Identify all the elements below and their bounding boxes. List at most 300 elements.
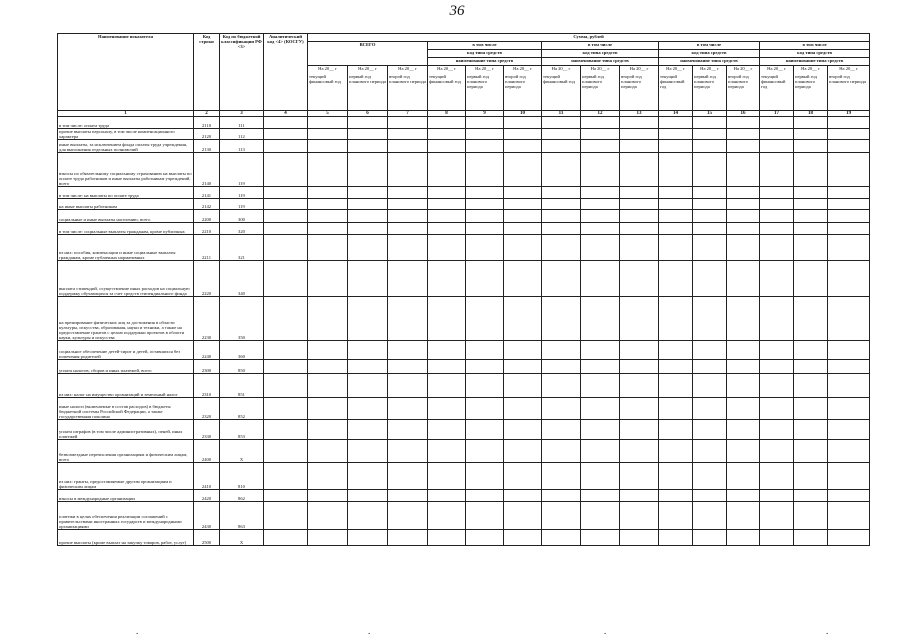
amount-cell[interactable] [388, 502, 428, 530]
amount-cell[interactable] [620, 420, 659, 440]
amount-cell[interactable] [428, 530, 466, 546]
amount-cell[interactable] [727, 235, 760, 261]
amount-cell[interactable] [504, 374, 542, 398]
amount-cell[interactable] [828, 129, 870, 140]
amount-cell[interactable] [504, 440, 542, 463]
amount-cell[interactable] [620, 530, 659, 546]
amount-cell[interactable] [348, 463, 388, 490]
amount-cell[interactable] [659, 297, 693, 341]
amount-cell[interactable] [620, 187, 659, 199]
amount-cell[interactable] [828, 398, 870, 420]
amount-cell[interactable] [388, 398, 428, 420]
amount-cell[interactable] [428, 297, 466, 341]
amount-cell[interactable] [542, 199, 581, 210]
amount-cell[interactable] [428, 374, 466, 398]
amount-cell[interactable] [620, 129, 659, 140]
amount-cell[interactable] [794, 117, 828, 129]
amount-cell[interactable] [659, 341, 693, 360]
amount-cell[interactable] [828, 440, 870, 463]
amount-cell[interactable] [760, 440, 794, 463]
amount-cell[interactable] [760, 490, 794, 502]
amount-cell[interactable] [659, 223, 693, 235]
amount-cell[interactable] [760, 210, 794, 223]
amount-cell[interactable] [428, 140, 466, 153]
amount-cell[interactable] [466, 374, 504, 398]
amount-cell[interactable] [760, 140, 794, 153]
amount-cell[interactable] [348, 153, 388, 187]
amount-cell[interactable] [727, 360, 760, 374]
amount-cell[interactable] [388, 199, 428, 210]
amount-cell[interactable] [659, 490, 693, 502]
amount-cell[interactable] [542, 490, 581, 502]
amount-cell[interactable] [727, 261, 760, 297]
amount-cell[interactable] [388, 420, 428, 440]
amount-cell[interactable] [760, 341, 794, 360]
amount-cell[interactable] [542, 502, 581, 530]
amount-cell[interactable] [693, 502, 727, 530]
row-analytic-cell[interactable] [264, 187, 308, 199]
amount-cell[interactable] [659, 153, 693, 187]
amount-cell[interactable] [794, 235, 828, 261]
row-analytic-cell[interactable] [264, 223, 308, 235]
amount-cell[interactable] [466, 490, 504, 502]
amount-cell[interactable] [693, 140, 727, 153]
amount-cell[interactable] [428, 341, 466, 360]
amount-cell[interactable] [794, 153, 828, 187]
amount-cell[interactable] [388, 360, 428, 374]
amount-cell[interactable] [760, 398, 794, 420]
amount-cell[interactable] [466, 187, 504, 199]
amount-cell[interactable] [659, 210, 693, 223]
amount-cell[interactable] [348, 199, 388, 210]
amount-cell[interactable] [542, 374, 581, 398]
amount-cell[interactable] [504, 199, 542, 210]
amount-cell[interactable] [542, 153, 581, 187]
row-analytic-cell[interactable] [264, 490, 308, 502]
amount-cell[interactable] [659, 360, 693, 374]
amount-cell[interactable] [308, 129, 348, 140]
amount-cell[interactable] [428, 261, 466, 297]
amount-cell[interactable] [348, 374, 388, 398]
amount-cell[interactable] [794, 463, 828, 490]
amount-cell[interactable] [693, 341, 727, 360]
amount-cell[interactable] [466, 440, 504, 463]
amount-cell[interactable] [828, 374, 870, 398]
amount-cell[interactable] [727, 153, 760, 187]
amount-cell[interactable] [348, 341, 388, 360]
amount-cell[interactable] [504, 187, 542, 199]
amount-cell[interactable] [428, 199, 466, 210]
amount-cell[interactable] [308, 420, 348, 440]
amount-cell[interactable] [760, 223, 794, 235]
amount-cell[interactable] [828, 187, 870, 199]
amount-cell[interactable] [581, 223, 620, 235]
amount-cell[interactable] [659, 440, 693, 463]
amount-cell[interactable] [727, 490, 760, 502]
amount-cell[interactable] [542, 341, 581, 360]
amount-cell[interactable] [727, 199, 760, 210]
amount-cell[interactable] [828, 235, 870, 261]
amount-cell[interactable] [504, 420, 542, 440]
amount-cell[interactable] [542, 129, 581, 140]
amount-cell[interactable] [581, 502, 620, 530]
amount-cell[interactable] [620, 117, 659, 129]
amount-cell[interactable] [542, 420, 581, 440]
amount-cell[interactable] [428, 398, 466, 420]
amount-cell[interactable] [504, 129, 542, 140]
amount-cell[interactable] [581, 463, 620, 490]
amount-cell[interactable] [466, 210, 504, 223]
amount-cell[interactable] [760, 261, 794, 297]
amount-cell[interactable] [542, 235, 581, 261]
amount-cell[interactable] [693, 210, 727, 223]
amount-cell[interactable] [388, 341, 428, 360]
amount-cell[interactable] [308, 360, 348, 374]
amount-cell[interactable] [828, 140, 870, 153]
amount-cell[interactable] [727, 210, 760, 223]
amount-cell[interactable] [504, 235, 542, 261]
amount-cell[interactable] [794, 440, 828, 463]
amount-cell[interactable] [466, 360, 504, 374]
amount-cell[interactable] [693, 235, 727, 261]
amount-cell[interactable] [828, 261, 870, 297]
amount-cell[interactable] [659, 187, 693, 199]
amount-cell[interactable] [466, 530, 504, 546]
amount-cell[interactable] [348, 140, 388, 153]
amount-cell[interactable] [828, 153, 870, 187]
amount-cell[interactable] [693, 187, 727, 199]
amount-cell[interactable] [581, 140, 620, 153]
amount-cell[interactable] [308, 374, 348, 398]
amount-cell[interactable] [388, 153, 428, 187]
amount-cell[interactable] [760, 129, 794, 140]
amount-cell[interactable] [659, 374, 693, 398]
amount-cell[interactable] [428, 360, 466, 374]
amount-cell[interactable] [581, 210, 620, 223]
amount-cell[interactable] [581, 490, 620, 502]
amount-cell[interactable] [466, 153, 504, 187]
amount-cell[interactable] [348, 490, 388, 502]
amount-cell[interactable] [466, 199, 504, 210]
amount-cell[interactable] [581, 235, 620, 261]
amount-cell[interactable] [542, 117, 581, 129]
amount-cell[interactable] [308, 502, 348, 530]
row-analytic-cell[interactable] [264, 129, 308, 140]
amount-cell[interactable] [794, 398, 828, 420]
amount-cell[interactable] [794, 140, 828, 153]
amount-cell[interactable] [308, 398, 348, 420]
amount-cell[interactable] [727, 420, 760, 440]
amount-cell[interactable] [428, 440, 466, 463]
amount-cell[interactable] [693, 297, 727, 341]
amount-cell[interactable] [794, 374, 828, 398]
amount-cell[interactable] [794, 223, 828, 235]
amount-cell[interactable] [727, 374, 760, 398]
amount-cell[interactable] [466, 398, 504, 420]
row-analytic-cell[interactable] [264, 463, 308, 490]
amount-cell[interactable] [760, 420, 794, 440]
amount-cell[interactable] [466, 140, 504, 153]
amount-cell[interactable] [504, 398, 542, 420]
amount-cell[interactable] [693, 398, 727, 420]
amount-cell[interactable] [581, 199, 620, 210]
amount-cell[interactable] [659, 235, 693, 261]
amount-cell[interactable] [727, 297, 760, 341]
amount-cell[interactable] [828, 199, 870, 210]
row-analytic-cell[interactable] [264, 440, 308, 463]
amount-cell[interactable] [828, 360, 870, 374]
amount-cell[interactable] [542, 261, 581, 297]
amount-cell[interactable] [693, 153, 727, 187]
amount-cell[interactable] [794, 530, 828, 546]
amount-cell[interactable] [348, 398, 388, 420]
amount-cell[interactable] [504, 490, 542, 502]
amount-cell[interactable] [620, 261, 659, 297]
amount-cell[interactable] [504, 297, 542, 341]
amount-cell[interactable] [760, 187, 794, 199]
amount-cell[interactable] [542, 440, 581, 463]
amount-cell[interactable] [388, 235, 428, 261]
amount-cell[interactable] [308, 530, 348, 546]
amount-cell[interactable] [620, 341, 659, 360]
amount-cell[interactable] [693, 223, 727, 235]
amount-cell[interactable] [760, 199, 794, 210]
amount-cell[interactable] [542, 398, 581, 420]
amount-cell[interactable] [727, 187, 760, 199]
amount-cell[interactable] [581, 297, 620, 341]
amount-cell[interactable] [620, 223, 659, 235]
amount-cell[interactable] [620, 360, 659, 374]
amount-cell[interactable] [348, 223, 388, 235]
amount-cell[interactable] [760, 530, 794, 546]
amount-cell[interactable] [388, 223, 428, 235]
amount-cell[interactable] [348, 297, 388, 341]
row-analytic-cell[interactable] [264, 140, 308, 153]
amount-cell[interactable] [388, 129, 428, 140]
amount-cell[interactable] [542, 210, 581, 223]
amount-cell[interactable] [308, 210, 348, 223]
amount-cell[interactable] [504, 210, 542, 223]
amount-cell[interactable] [693, 129, 727, 140]
amount-cell[interactable] [794, 502, 828, 530]
amount-cell[interactable] [659, 261, 693, 297]
row-analytic-cell[interactable] [264, 502, 308, 530]
amount-cell[interactable] [504, 140, 542, 153]
amount-cell[interactable] [794, 187, 828, 199]
row-analytic-cell[interactable] [264, 297, 308, 341]
row-analytic-cell[interactable] [264, 117, 308, 129]
amount-cell[interactable] [693, 117, 727, 129]
amount-cell[interactable] [428, 187, 466, 199]
amount-cell[interactable] [620, 374, 659, 398]
row-analytic-cell[interactable] [264, 398, 308, 420]
amount-cell[interactable] [504, 341, 542, 360]
amount-cell[interactable] [693, 374, 727, 398]
amount-cell[interactable] [466, 261, 504, 297]
amount-cell[interactable] [428, 129, 466, 140]
amount-cell[interactable] [794, 199, 828, 210]
amount-cell[interactable] [542, 360, 581, 374]
amount-cell[interactable] [581, 187, 620, 199]
amount-cell[interactable] [428, 153, 466, 187]
amount-cell[interactable] [308, 261, 348, 297]
amount-cell[interactable] [620, 297, 659, 341]
amount-cell[interactable] [308, 223, 348, 235]
amount-cell[interactable] [760, 117, 794, 129]
amount-cell[interactable] [581, 153, 620, 187]
amount-cell[interactable] [348, 187, 388, 199]
amount-cell[interactable] [828, 502, 870, 530]
amount-cell[interactable] [828, 223, 870, 235]
amount-cell[interactable] [727, 463, 760, 490]
amount-cell[interactable] [659, 502, 693, 530]
amount-cell[interactable] [620, 490, 659, 502]
row-analytic-cell[interactable] [264, 341, 308, 360]
amount-cell[interactable] [428, 117, 466, 129]
amount-cell[interactable] [466, 117, 504, 129]
amount-cell[interactable] [581, 374, 620, 398]
amount-cell[interactable] [828, 463, 870, 490]
amount-cell[interactable] [428, 490, 466, 502]
amount-cell[interactable] [581, 129, 620, 140]
amount-cell[interactable] [466, 463, 504, 490]
amount-cell[interactable] [828, 420, 870, 440]
amount-cell[interactable] [727, 129, 760, 140]
row-analytic-cell[interactable] [264, 530, 308, 546]
amount-cell[interactable] [348, 420, 388, 440]
amount-cell[interactable] [348, 117, 388, 129]
amount-cell[interactable] [504, 463, 542, 490]
amount-cell[interactable] [794, 261, 828, 297]
amount-cell[interactable] [794, 129, 828, 140]
amount-cell[interactable] [794, 210, 828, 223]
amount-cell[interactable] [760, 153, 794, 187]
amount-cell[interactable] [308, 140, 348, 153]
amount-cell[interactable] [581, 440, 620, 463]
amount-cell[interactable] [542, 140, 581, 153]
amount-cell[interactable] [388, 117, 428, 129]
amount-cell[interactable] [308, 153, 348, 187]
amount-cell[interactable] [388, 210, 428, 223]
amount-cell[interactable] [504, 360, 542, 374]
amount-cell[interactable] [388, 187, 428, 199]
amount-cell[interactable] [466, 341, 504, 360]
amount-cell[interactable] [693, 530, 727, 546]
amount-cell[interactable] [659, 420, 693, 440]
amount-cell[interactable] [428, 420, 466, 440]
amount-cell[interactable] [693, 199, 727, 210]
amount-cell[interactable] [428, 235, 466, 261]
amount-cell[interactable] [727, 440, 760, 463]
amount-cell[interactable] [348, 129, 388, 140]
amount-cell[interactable] [760, 235, 794, 261]
amount-cell[interactable] [348, 530, 388, 546]
amount-cell[interactable] [620, 210, 659, 223]
amount-cell[interactable] [727, 140, 760, 153]
row-analytic-cell[interactable] [264, 199, 308, 210]
amount-cell[interactable] [388, 261, 428, 297]
amount-cell[interactable] [308, 463, 348, 490]
amount-cell[interactable] [659, 398, 693, 420]
amount-cell[interactable] [308, 199, 348, 210]
amount-cell[interactable] [348, 360, 388, 374]
amount-cell[interactable] [760, 360, 794, 374]
amount-cell[interactable] [504, 117, 542, 129]
amount-cell[interactable] [620, 235, 659, 261]
amount-cell[interactable] [727, 223, 760, 235]
amount-cell[interactable] [428, 502, 466, 530]
amount-cell[interactable] [828, 490, 870, 502]
amount-cell[interactable] [727, 117, 760, 129]
amount-cell[interactable] [794, 341, 828, 360]
amount-cell[interactable] [428, 463, 466, 490]
amount-cell[interactable] [659, 117, 693, 129]
amount-cell[interactable] [581, 398, 620, 420]
amount-cell[interactable] [428, 210, 466, 223]
amount-cell[interactable] [504, 261, 542, 297]
amount-cell[interactable] [828, 117, 870, 129]
amount-cell[interactable] [828, 530, 870, 546]
amount-cell[interactable] [581, 117, 620, 129]
amount-cell[interactable] [466, 297, 504, 341]
amount-cell[interactable] [428, 223, 466, 235]
amount-cell[interactable] [466, 420, 504, 440]
amount-cell[interactable] [620, 140, 659, 153]
amount-cell[interactable] [466, 129, 504, 140]
amount-cell[interactable] [794, 360, 828, 374]
amount-cell[interactable] [794, 490, 828, 502]
amount-cell[interactable] [308, 440, 348, 463]
row-analytic-cell[interactable] [264, 420, 308, 440]
amount-cell[interactable] [659, 530, 693, 546]
amount-cell[interactable] [659, 140, 693, 153]
amount-cell[interactable] [542, 297, 581, 341]
amount-cell[interactable] [542, 530, 581, 546]
amount-cell[interactable] [388, 297, 428, 341]
row-analytic-cell[interactable] [264, 210, 308, 223]
amount-cell[interactable] [348, 440, 388, 463]
row-analytic-cell[interactable] [264, 153, 308, 187]
amount-cell[interactable] [693, 360, 727, 374]
amount-cell[interactable] [466, 223, 504, 235]
amount-cell[interactable] [308, 297, 348, 341]
amount-cell[interactable] [308, 341, 348, 360]
amount-cell[interactable] [388, 490, 428, 502]
amount-cell[interactable] [727, 502, 760, 530]
amount-cell[interactable] [504, 153, 542, 187]
amount-cell[interactable] [727, 341, 760, 360]
amount-cell[interactable] [693, 261, 727, 297]
amount-cell[interactable] [308, 235, 348, 261]
amount-cell[interactable] [388, 374, 428, 398]
amount-cell[interactable] [348, 235, 388, 261]
amount-cell[interactable] [659, 129, 693, 140]
amount-cell[interactable] [466, 235, 504, 261]
amount-cell[interactable] [727, 530, 760, 546]
amount-cell[interactable] [504, 530, 542, 546]
amount-cell[interactable] [620, 153, 659, 187]
amount-cell[interactable] [620, 440, 659, 463]
amount-cell[interactable] [581, 341, 620, 360]
amount-cell[interactable] [388, 463, 428, 490]
amount-cell[interactable] [727, 398, 760, 420]
amount-cell[interactable] [659, 199, 693, 210]
amount-cell[interactable] [388, 530, 428, 546]
amount-cell[interactable] [504, 502, 542, 530]
amount-cell[interactable] [308, 117, 348, 129]
amount-cell[interactable] [693, 463, 727, 490]
amount-cell[interactable] [659, 463, 693, 490]
